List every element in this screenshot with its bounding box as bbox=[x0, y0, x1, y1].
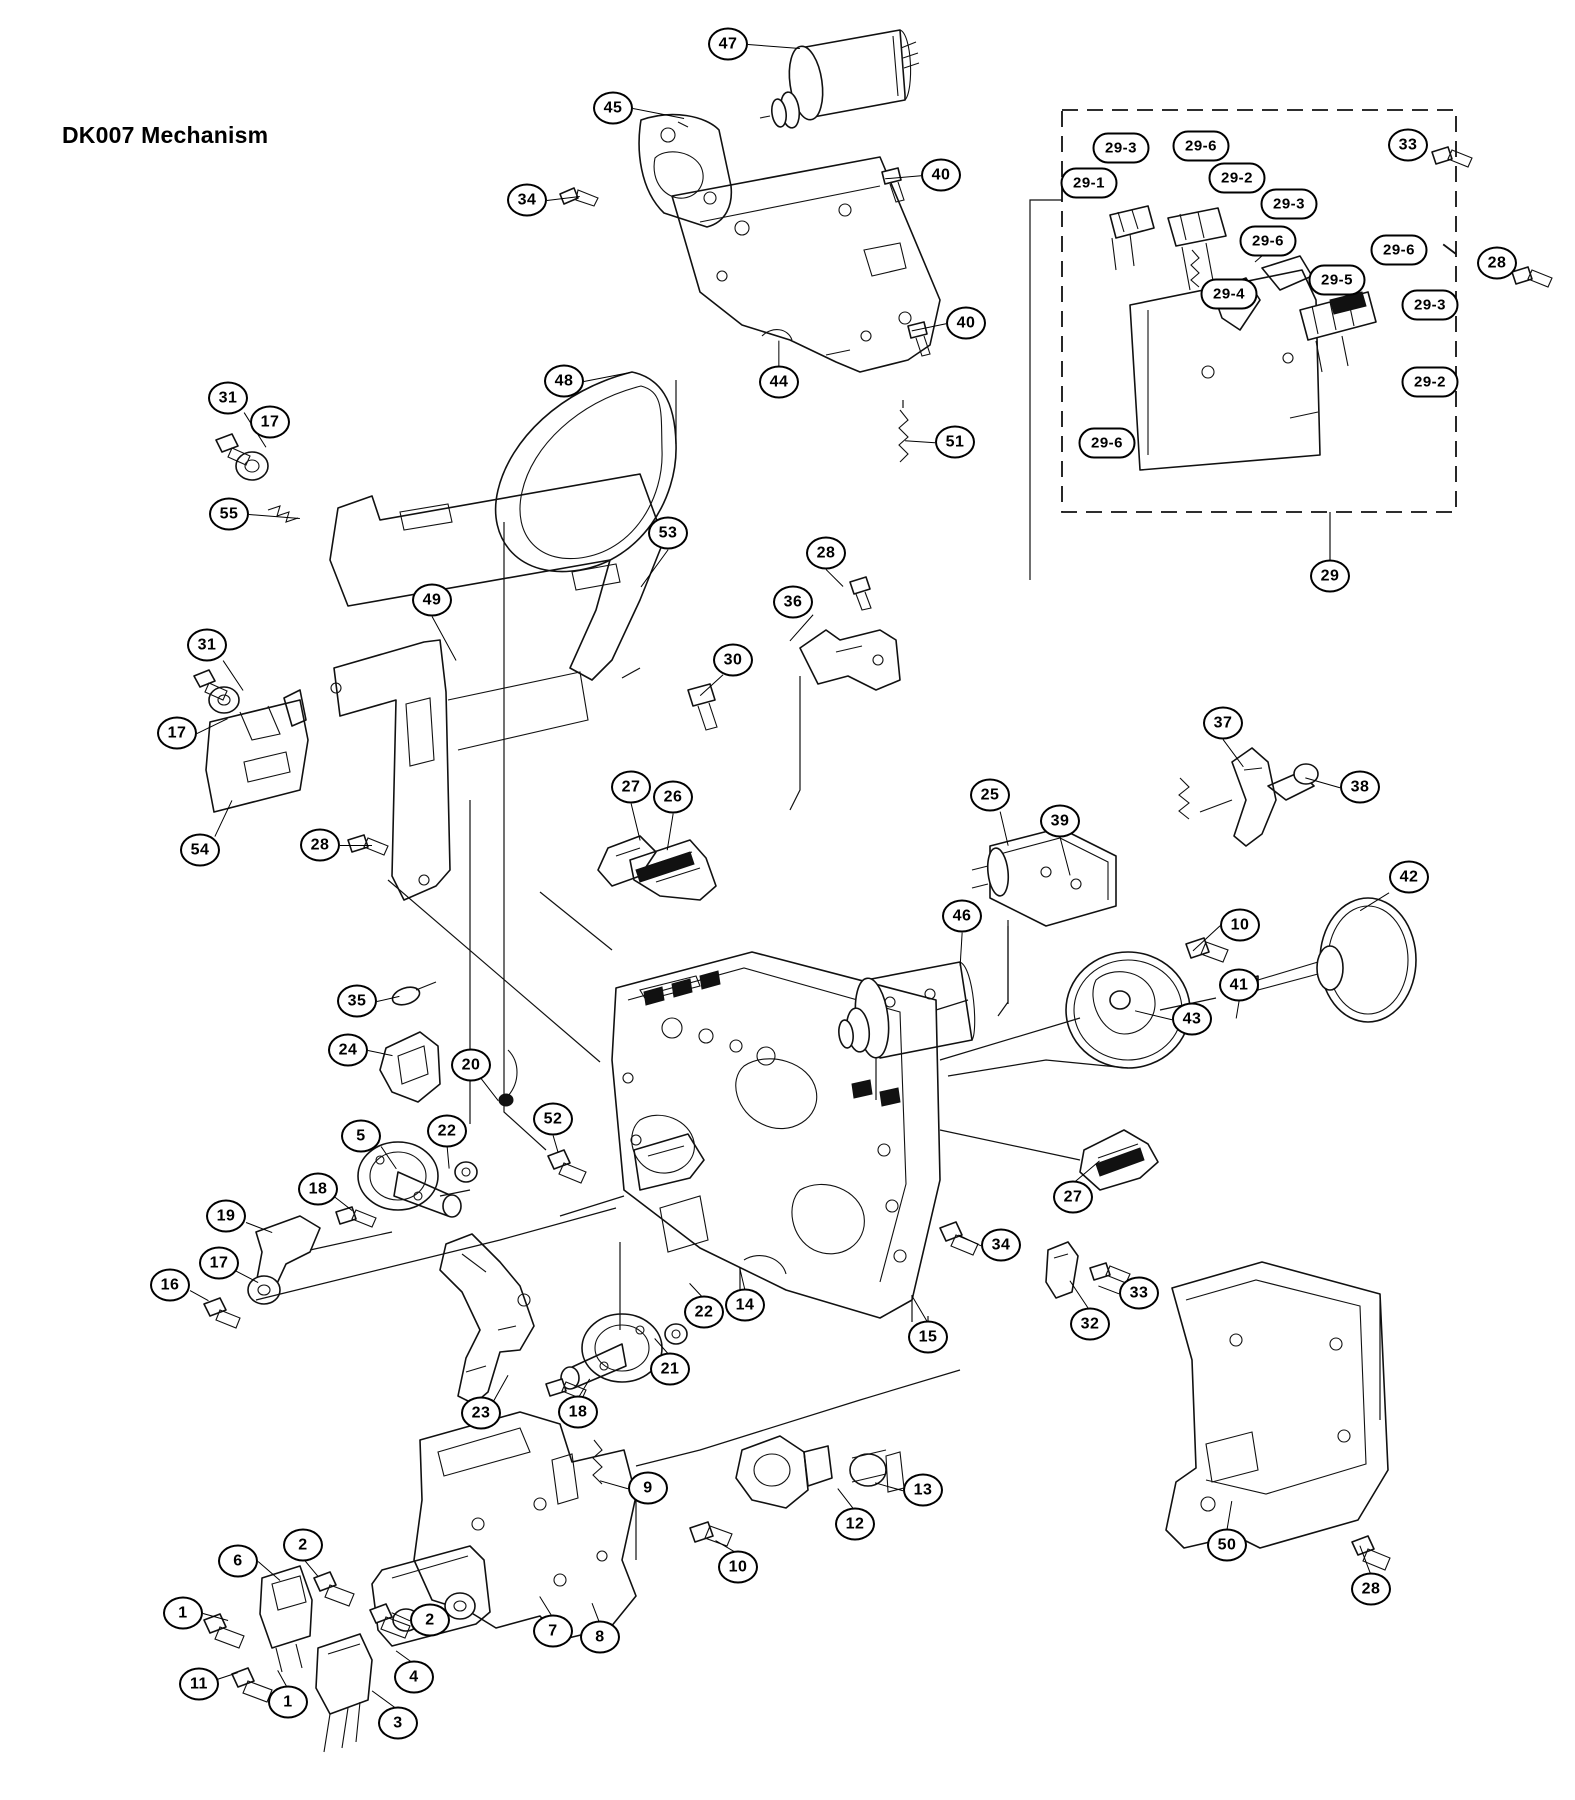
part-callout-2[interactable]: 2 bbox=[410, 1604, 450, 1637]
part-callout-2[interactable]: 2 bbox=[283, 1529, 323, 1562]
part-callout-27[interactable]: 27 bbox=[1053, 1181, 1093, 1214]
part-callout-34[interactable]: 34 bbox=[507, 184, 547, 217]
part-callout-50[interactable]: 50 bbox=[1207, 1529, 1247, 1562]
part-callout-54[interactable]: 54 bbox=[180, 834, 220, 867]
part-callout-28[interactable]: 28 bbox=[1351, 1573, 1391, 1606]
part-callout-46[interactable]: 46 bbox=[942, 900, 982, 933]
part-callout-13[interactable]: 13 bbox=[903, 1474, 943, 1507]
part-callout-43[interactable]: 43 bbox=[1172, 1003, 1212, 1036]
part-callout-53[interactable]: 53 bbox=[648, 517, 688, 550]
part-callout-31[interactable]: 31 bbox=[208, 382, 248, 415]
part-callout-15[interactable]: 15 bbox=[908, 1321, 948, 1354]
part-callout-29-1[interactable]: 29-1 bbox=[1061, 168, 1118, 199]
part-callout-33[interactable]: 33 bbox=[1388, 129, 1428, 162]
part-callout-22[interactable]: 22 bbox=[427, 1115, 467, 1148]
top-motor-assembly bbox=[496, 30, 940, 572]
part-callout-29-4[interactable]: 29-4 bbox=[1201, 279, 1258, 310]
part-callout-4[interactable]: 4 bbox=[394, 1661, 434, 1694]
part-callout-29-6[interactable]: 29-6 bbox=[1371, 235, 1428, 266]
part-callout-28[interactable]: 28 bbox=[1477, 247, 1517, 280]
upper-bracket-group bbox=[194, 434, 900, 900]
part-callout-33[interactable]: 33 bbox=[1119, 1277, 1159, 1310]
part-callout-29-6[interactable]: 29-6 bbox=[1079, 428, 1136, 459]
callout-leader-line bbox=[778, 341, 779, 367]
part-callout-31[interactable]: 31 bbox=[187, 629, 227, 662]
part-callout-29-6[interactable]: 29-6 bbox=[1240, 226, 1297, 257]
part-callout-42[interactable]: 42 bbox=[1389, 861, 1429, 894]
main-chassis bbox=[612, 952, 940, 1322]
part-callout-48[interactable]: 48 bbox=[544, 365, 584, 398]
part-callout-40[interactable]: 40 bbox=[921, 159, 961, 192]
part-callout-17[interactable]: 17 bbox=[250, 406, 290, 439]
part-callout-39[interactable]: 39 bbox=[1040, 805, 1080, 838]
rear-bracket-50 bbox=[1166, 1262, 1390, 1570]
part-callout-10[interactable]: 10 bbox=[1220, 909, 1260, 942]
part-callout-32[interactable]: 32 bbox=[1070, 1308, 1110, 1341]
part-callout-22[interactable]: 22 bbox=[684, 1296, 724, 1329]
part-callout-6[interactable]: 6 bbox=[218, 1545, 258, 1578]
part-callout-40[interactable]: 40 bbox=[946, 307, 986, 340]
part-callout-49[interactable]: 49 bbox=[412, 584, 452, 617]
part-callout-35[interactable]: 35 bbox=[337, 985, 377, 1018]
part-callout-34[interactable]: 34 bbox=[981, 1229, 1021, 1262]
part-callout-7[interactable]: 7 bbox=[533, 1615, 573, 1648]
part-callout-36[interactable]: 36 bbox=[773, 586, 813, 619]
part-callout-25[interactable]: 25 bbox=[970, 779, 1010, 812]
part-callout-29-3[interactable]: 29-3 bbox=[1261, 189, 1318, 220]
part-callout-18[interactable]: 18 bbox=[558, 1396, 598, 1429]
part-callout-26[interactable]: 26 bbox=[653, 781, 693, 814]
part-callout-29-3[interactable]: 29-3 bbox=[1402, 290, 1459, 321]
part-callout-28[interactable]: 28 bbox=[300, 829, 340, 862]
part-callout-17[interactable]: 17 bbox=[199, 1247, 239, 1280]
reel-group bbox=[204, 836, 1158, 1404]
part-callout-29-5[interactable]: 29-5 bbox=[1309, 265, 1366, 296]
part-callout-21[interactable]: 21 bbox=[650, 1353, 690, 1386]
part-callout-23[interactable]: 23 bbox=[461, 1397, 501, 1430]
callout-leader-line bbox=[340, 845, 372, 846]
part-callout-12[interactable]: 12 bbox=[835, 1508, 875, 1541]
page-title: DK007 Mechanism bbox=[62, 122, 269, 148]
part-callout-9[interactable]: 9 bbox=[628, 1472, 668, 1505]
part-callout-1[interactable]: 1 bbox=[268, 1686, 308, 1719]
part-callout-14[interactable]: 14 bbox=[725, 1289, 765, 1322]
part-callout-45[interactable]: 45 bbox=[593, 92, 633, 125]
part-callout-16[interactable]: 16 bbox=[150, 1269, 190, 1302]
part-callout-8[interactable]: 8 bbox=[580, 1621, 620, 1654]
part-callout-55[interactable]: 55 bbox=[209, 498, 249, 531]
part-callout-37[interactable]: 37 bbox=[1203, 707, 1243, 740]
part-callout-24[interactable]: 24 bbox=[328, 1034, 368, 1067]
part-callout-3[interactable]: 3 bbox=[378, 1707, 418, 1740]
part-callout-27[interactable]: 27 bbox=[611, 771, 651, 804]
part-callout-18[interactable]: 18 bbox=[298, 1173, 338, 1206]
part-callout-44[interactable]: 44 bbox=[759, 366, 799, 399]
part-callout-47[interactable]: 47 bbox=[708, 28, 748, 61]
part-callout-1[interactable]: 1 bbox=[163, 1597, 203, 1630]
part-callout-10[interactable]: 10 bbox=[718, 1551, 758, 1584]
part-callout-19[interactable]: 19 bbox=[206, 1200, 246, 1233]
part-callout-51[interactable]: 51 bbox=[935, 426, 975, 459]
part-callout-30[interactable]: 30 bbox=[713, 644, 753, 677]
part-callout-5[interactable]: 5 bbox=[341, 1120, 381, 1153]
part-callout-29-2[interactable]: 29-2 bbox=[1209, 163, 1266, 194]
part-callout-29-3[interactable]: 29-3 bbox=[1093, 133, 1150, 164]
drive-group bbox=[837, 748, 1416, 1068]
part-callout-28[interactable]: 28 bbox=[806, 537, 846, 570]
part-callout-11[interactable]: 11 bbox=[179, 1668, 219, 1701]
part-callout-38[interactable]: 38 bbox=[1340, 771, 1380, 804]
part-callout-41[interactable]: 41 bbox=[1219, 969, 1259, 1002]
part-callout-29-2[interactable]: 29-2 bbox=[1402, 367, 1459, 398]
part-callout-52[interactable]: 52 bbox=[533, 1103, 573, 1136]
part-callout-29[interactable]: 29 bbox=[1310, 560, 1350, 593]
part-callout-17[interactable]: 17 bbox=[157, 717, 197, 750]
part-callout-29-6[interactable]: 29-6 bbox=[1173, 131, 1230, 162]
part-callout-20[interactable]: 20 bbox=[451, 1049, 491, 1082]
